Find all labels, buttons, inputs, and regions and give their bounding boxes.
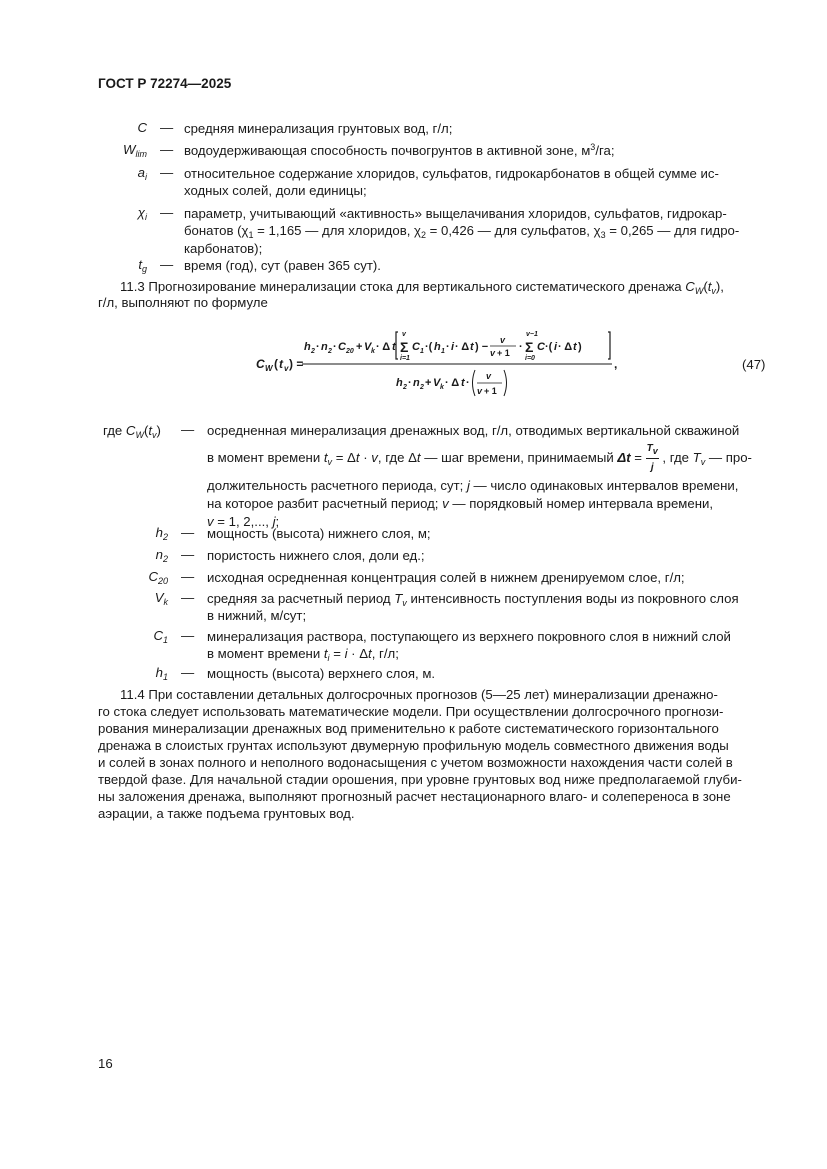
def-text-c: средняя минерализация грунтовых вод, г/л; xyxy=(184,121,453,136)
svg-text:i: i xyxy=(451,341,455,353)
svg-text:·: · xyxy=(316,341,320,353)
def-dash: — xyxy=(181,590,195,605)
svg-text:i=0: i=0 xyxy=(525,355,535,362)
def-dash: — xyxy=(160,257,174,272)
def-symbol-c: C xyxy=(137,120,147,135)
svg-text:v: v xyxy=(477,386,483,396)
para-11-3-line2: г/л, выполняют по формуле xyxy=(98,295,268,310)
svg-text:C: C xyxy=(256,357,265,371)
def-text-vk: средняя за расчетный период $T_v$ интенсивность поступления воды из покровного слоя в нижний, м/сут; xyxy=(207,591,739,624)
para-11-4-line: аэрации, а также подъема грунтовых вод. xyxy=(98,806,355,821)
def-symbol-ai: $a_i$ xyxy=(137,165,147,182)
def-symbol-tg: $t_g$ xyxy=(138,257,147,274)
def-text-h2: мощность (высота) нижнего слоя, м; xyxy=(207,526,431,541)
svg-text:t: t xyxy=(279,357,283,371)
svg-text:v: v xyxy=(284,364,289,373)
def-symbol-h2: $h_2$ xyxy=(155,525,168,542)
svg-text:1: 1 xyxy=(420,348,424,355)
def-symbol-cw: где $C_W(t_v)$ xyxy=(103,423,161,440)
svg-text:,: , xyxy=(614,357,618,371)
def-dash: — xyxy=(181,525,195,540)
def-dash: — xyxy=(181,628,195,643)
svg-text:· Δ: · Δ xyxy=(376,341,391,353)
def-symbol-h1: $h_1$ xyxy=(155,665,168,682)
svg-text:·: · xyxy=(333,341,337,353)
para-11-4-line: дренажа в слоистых грунтах используют двумерную профильную модель совместного движения воды xyxy=(98,738,729,753)
para-11-3-line1: 11.3 Прогнозирование минерализации стока для вертикального систематического дренажа $C_W(t_v)$, xyxy=(120,279,724,296)
svg-text:1: 1 xyxy=(441,348,445,355)
svg-text:h: h xyxy=(434,341,441,353)
def-text-n2: пористость нижнего слоя, доли ед.; xyxy=(207,548,425,563)
svg-text:20: 20 xyxy=(346,348,354,355)
svg-text:C: C xyxy=(412,341,420,353)
svg-text:v: v xyxy=(490,348,496,358)
def-text-chi: параметр, учитывающий «активность» выщелачивания хлоридов, сульфатов, гидрокар- бонатов ($\chi_1 = 1,165$ — для хлоридов, $\chi_2 = 0,426$ — для сульфатов, $\chi_3 = 0,265$ — для гидро- карбонатов); xyxy=(184,206,740,256)
svg-text:·(: ·( xyxy=(425,341,433,353)
svg-text:·: · xyxy=(446,341,450,353)
svg-text:·: · xyxy=(408,377,412,389)
def-text-h1: мощность (высота) верхнего слоя, м. xyxy=(207,666,436,681)
def-symbol-c20: $C_{20}$ xyxy=(148,569,168,586)
def-text-tg: время (год), сут (равен 365 сут). xyxy=(184,258,381,273)
para-11-4-line: и солей в зонах полного и неполного водонасыщения с учетом возможности нахождения части солей в xyxy=(98,755,733,770)
svg-text:2: 2 xyxy=(403,384,407,391)
formula-47 xyxy=(256,326,636,402)
svg-text:V: V xyxy=(364,341,372,353)
svg-text:·(: ·( xyxy=(545,341,553,353)
svg-text:· Δ: · Δ xyxy=(455,341,470,353)
svg-text:Σ: Σ xyxy=(525,339,534,355)
svg-text:· Δ: · Δ xyxy=(445,377,460,389)
def-text-ai: относительное содержание хлоридов, сульфатов, гидрокарбонатов в общей сумме ис- ходных солей, доли единицы; xyxy=(184,166,719,199)
svg-text:V: V xyxy=(433,377,441,389)
svg-text:v: v xyxy=(500,335,506,345)
def-dash: — xyxy=(160,120,174,135)
svg-text:W: W xyxy=(265,364,273,373)
def-symbol-chi: $\chi_i$ xyxy=(137,205,147,222)
def-dash: — xyxy=(160,205,174,220)
def-text-c1: минерализация раствора, поступающего из верхнего покровного слоя в нижний слой в момент времени $t_i = i \cdot \Delta t$, г/л; xyxy=(207,629,731,664)
svg-text:+: + xyxy=(356,341,363,353)
def-symbol-n2: $n_2$ xyxy=(155,547,168,564)
svg-text:h: h xyxy=(304,341,311,353)
svg-text:·: · xyxy=(466,377,470,389)
svg-text:v: v xyxy=(486,371,492,381)
def-dash: — xyxy=(181,422,195,437)
def-dash: — xyxy=(160,142,174,157)
svg-text:+: + xyxy=(425,377,432,389)
svg-text:t: t xyxy=(392,341,396,353)
svg-text:i: i xyxy=(554,341,558,353)
page-number: 16 xyxy=(98,1056,113,1071)
def-symbol-c1: $C_1$ xyxy=(153,628,168,645)
svg-text:i=1: i=1 xyxy=(400,355,410,362)
svg-text:k: k xyxy=(440,384,444,391)
svg-text:v−1: v−1 xyxy=(526,331,538,338)
formula-number: (47) xyxy=(742,357,766,372)
svg-text:·: · xyxy=(519,341,523,353)
svg-text:2: 2 xyxy=(328,348,332,355)
svg-text:+ 1: + 1 xyxy=(484,386,497,396)
svg-text:C: C xyxy=(537,341,545,353)
para-11-4-line: 11.4 При составлении детальных долгосрочных прогнозов (5—25 лет) минерализации дренажно- xyxy=(120,687,718,702)
def-dash: — xyxy=(181,665,195,680)
def-text-cw: осредненная минерализация дренажных вод, г/л, отводимых вертикальной скважиной в момент времени $t_v = \Delta t \cdot v$, где Δt — шаг времени, принимаемый Δt = $\frac{T_v}{j}$ , где $T_v$ — про- должительность расчетного периода, сут; j — число одинаковых интервалов времени, на которое разбит расчетный период; v — порядковый номер интервала времени, v = 1, 2,..., j; xyxy=(207,423,752,529)
def-symbol-wlim: $W_{lim}$ xyxy=(123,142,147,159)
para-11-4-line: рования минерализации дренажных вод применительно к работе систематического горизонтального xyxy=(98,721,719,736)
svg-text:+ 1: + 1 xyxy=(497,348,510,358)
svg-text:n: n xyxy=(413,377,420,389)
svg-text:Σ: Σ xyxy=(400,339,409,355)
svg-text:· Δ: · Δ xyxy=(558,341,573,353)
svg-text:n: n xyxy=(321,341,328,353)
svg-text:t: t xyxy=(470,341,474,353)
svg-text:t: t xyxy=(573,341,577,353)
para-11-4-line: ны заложения дренажа, выполняют прогнозный расчет нестационарного влаго- и солепереноса в зоне xyxy=(98,789,731,804)
svg-text:h: h xyxy=(396,377,403,389)
svg-text:) =: ) = xyxy=(289,357,304,371)
def-dash: — xyxy=(181,569,195,584)
para-11-4-line: го стока следует использовать математические модели. При осуществлении долгосрочного прогнози- xyxy=(98,704,724,719)
svg-text:) −: ) − xyxy=(475,341,489,353)
def-text-c20: исходная осредненная концентрация солей в нижнем дренируемом слое, г/л; xyxy=(207,570,685,585)
svg-text:k: k xyxy=(371,348,375,355)
def-dash: — xyxy=(160,165,174,180)
svg-text:): ) xyxy=(578,341,582,353)
svg-text:C: C xyxy=(338,341,346,353)
document-header: ГОСТ Р 72274—2025 xyxy=(98,76,232,91)
svg-text:(: ( xyxy=(274,357,278,371)
svg-text:t: t xyxy=(461,377,465,389)
para-11-4-line: твердой фазе. Для начальной стадии орошения, при уровне грунтовых вод ниже предполагаемой глуби- xyxy=(98,772,742,787)
svg-text:2: 2 xyxy=(420,384,424,391)
svg-text:v: v xyxy=(402,331,406,338)
svg-text:2: 2 xyxy=(311,348,315,355)
def-symbol-vk: $V_k$ xyxy=(154,590,168,607)
def-text-wlim: водоудерживающая способность почвогрунтов в активной зоне, $м^3/га$; xyxy=(184,142,615,158)
def-dash: — xyxy=(181,547,195,562)
